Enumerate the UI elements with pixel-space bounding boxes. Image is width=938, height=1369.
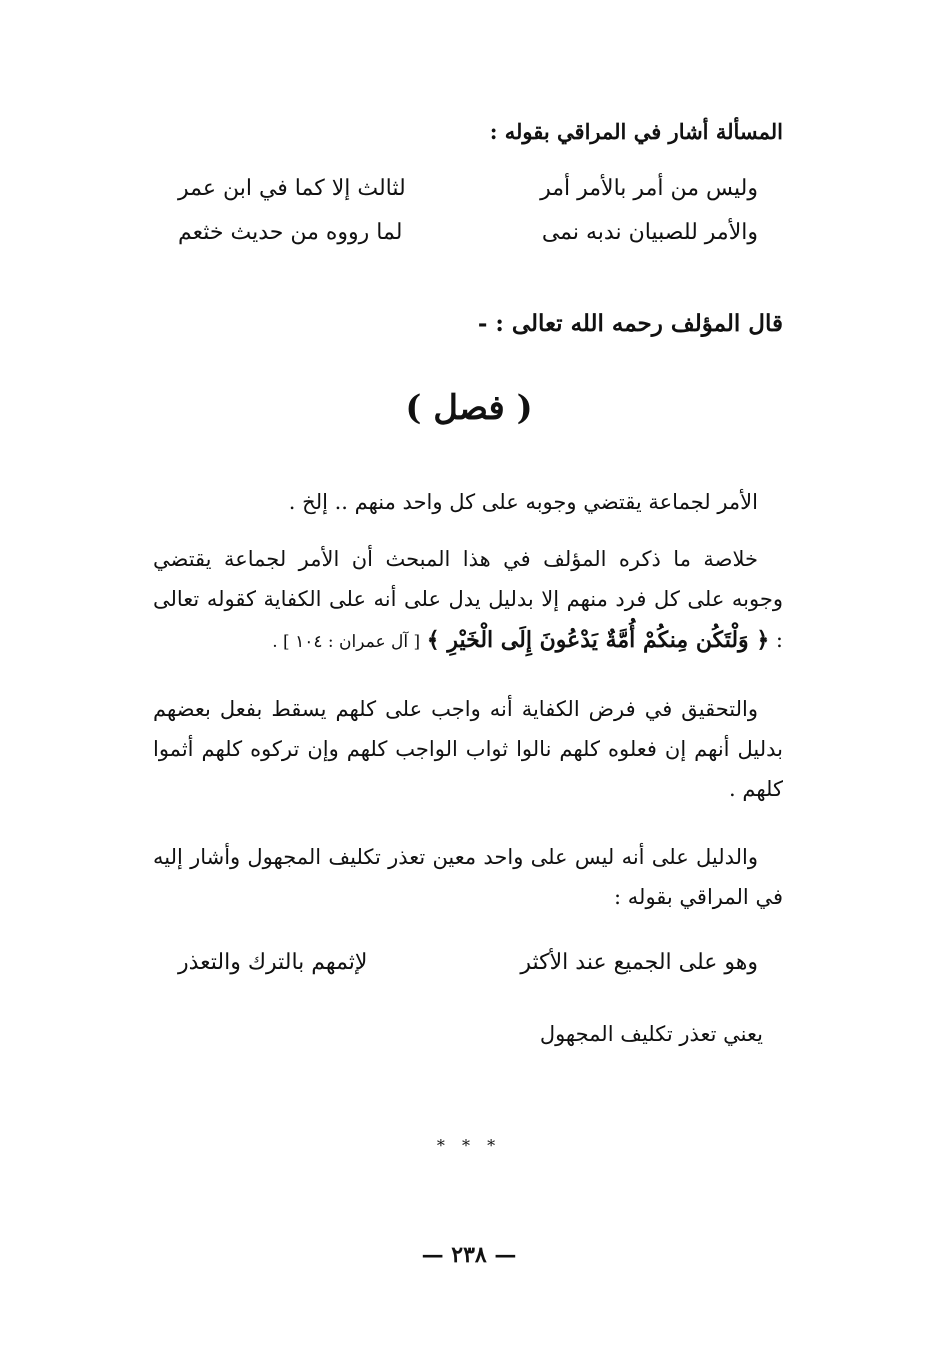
verse-line: [178, 940, 758, 984]
explanation-line: يعني تعذر تكليف المجهول: [539, 1022, 763, 1046]
verse-line: [178, 166, 758, 210]
paragraph-evidence: والدليل على أنه ليس على واحد معين تعذر تكليف المجهول وأشار إليه في المراقي بقوله :: [153, 845, 783, 909]
verse-hemistich-first: والأمر للصبيان ندبه نمى: [541, 219, 758, 245]
quran-verse: ﴿ وَلْتَكُن مِنكُمْ أُمَّةٌ يَدْعُونَ إِلَى الْخَيْرِ ﴾: [426, 626, 770, 653]
verse-hemistich-second: لما رووه من حديث خثعم: [178, 219, 403, 245]
paragraph-verification: والتحقيق في فرض الكفاية أنه واجب على كلهم يسقط بفعل بعضهم بدليل أنهم إن فعلوه كلهم نالوا ثواب الواجب كلهم وإن تركوه كلهم أثموا كلهم .: [153, 697, 783, 801]
intro-line: المسألة أشار في المراقي بقوله :: [489, 119, 783, 144]
poem-verse: [178, 940, 758, 984]
poem-verses: [178, 166, 758, 254]
paragraph-text: خلاصة ما ذكره المؤلف في هذا المبحث أن الأمر لجماعة يقتضي وجوبه على كل فرد منهم إلا بدليل يدل على أنه على الكفاية كقوله تعالى :: [153, 547, 783, 652]
verse-reference: [ آل عمران : ١٠٤ ] .: [272, 631, 421, 652]
section-title: ( فصل ): [405, 388, 533, 428]
separator-stars: * * *: [436, 1136, 502, 1155]
page-number: — ٢٣٨ —: [421, 1242, 517, 1268]
verse-hemistich-first: وهو على الجميع عند الأكثر: [520, 949, 758, 975]
verse-line: [178, 210, 758, 254]
verse-hemistich-first: وليس من أمر بالأمر أمر: [540, 175, 758, 201]
quoted-text: الأمر لجماعة يقتضي وجوبه على كل واحد منهم .. إلخ .: [288, 490, 758, 514]
verse-hemistich-second: لإثمهم بالترك والتعذر: [178, 949, 368, 975]
author-heading: قال المؤلف رحمه الله تعالى : -: [477, 310, 783, 337]
paragraph-summary: [153, 540, 783, 662]
verse-hemistich-second: لثالث إلا كما في ابن عمر: [178, 175, 406, 201]
